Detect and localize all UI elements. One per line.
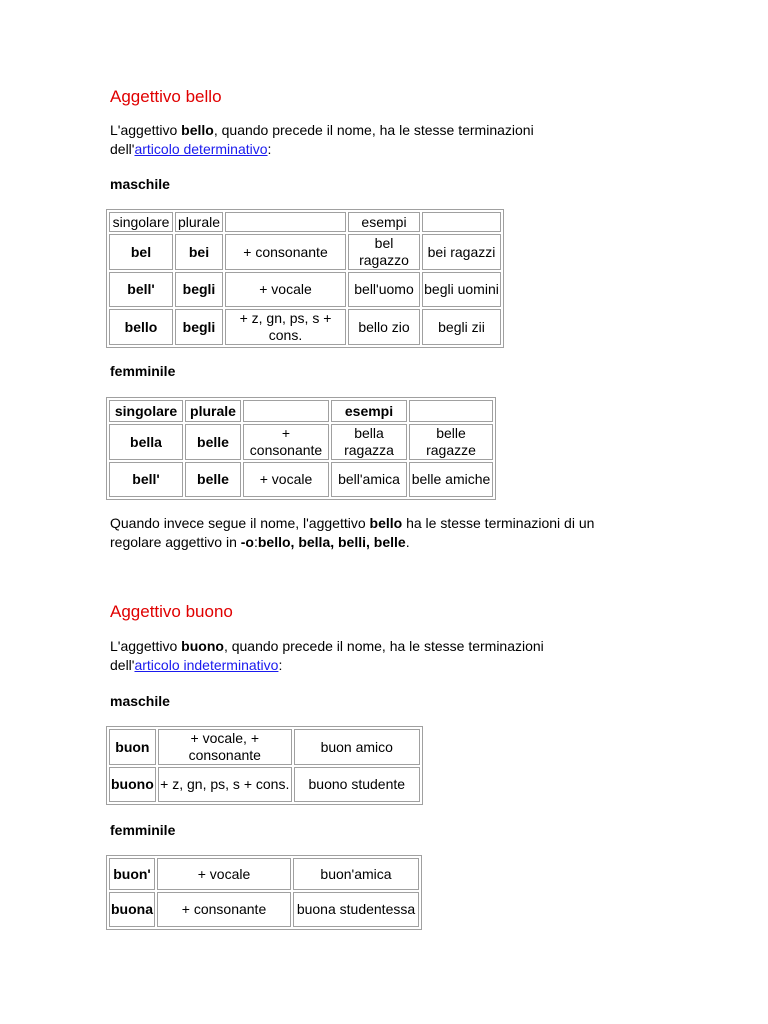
table-cell: bei ragazzi xyxy=(422,234,501,270)
table-cell: begli zii xyxy=(422,309,501,345)
table-cell: buon' xyxy=(109,858,155,890)
table-cell: + vocale xyxy=(157,858,291,890)
intro-text: L'aggettivo xyxy=(110,638,182,654)
outro-text: . xyxy=(405,534,410,550)
bello-maschile-table xyxy=(106,209,504,348)
table-cell: + z, gn, ps, s + cons. xyxy=(158,767,292,802)
table-row xyxy=(109,767,420,802)
table-cell: + consonante xyxy=(157,892,291,927)
intro-text: dell' xyxy=(110,141,135,157)
section-title-bello: Aggettivo bello xyxy=(110,87,222,106)
intro-bold: bello xyxy=(181,122,214,138)
intro-text: , quando precede il nome, ha le stesse terminazioni xyxy=(223,638,544,654)
table-cell: + vocale, + consonante xyxy=(158,729,292,765)
table-row xyxy=(109,424,493,460)
header-cell: plurale xyxy=(185,400,241,422)
table-cell: begli xyxy=(175,309,223,345)
header-cell xyxy=(243,400,329,422)
table-header-row xyxy=(109,400,493,422)
table-cell: belle xyxy=(185,462,241,497)
outro-text: ha le stesse terminazioni di un xyxy=(402,515,595,531)
table-cell: buono studente xyxy=(294,767,420,802)
intro-text: , quando precede il nome, ha le stesse terminazioni xyxy=(213,122,534,138)
table-cell: buon'amica xyxy=(293,858,419,890)
table-cell: buono xyxy=(109,767,156,802)
link-articolo-indeterminativo[interactable]: articolo indeterminativo xyxy=(134,657,279,673)
table-row xyxy=(109,729,420,765)
header-cell: esempi xyxy=(331,400,407,422)
table-cell: begli uomini xyxy=(422,272,501,307)
header-cell: singolare xyxy=(109,400,183,422)
table-cell: bell' xyxy=(109,272,173,307)
header-cell: plurale xyxy=(175,212,223,232)
table-row xyxy=(109,272,501,307)
table-row xyxy=(109,858,419,890)
header-cell xyxy=(422,212,501,232)
table-cell: bell'uomo xyxy=(348,272,420,307)
outro-bold: -o xyxy=(240,534,254,550)
table-cell: buona studentessa xyxy=(293,892,419,927)
table-row xyxy=(109,462,493,497)
table-header-row xyxy=(109,212,501,232)
header-cell xyxy=(225,212,346,232)
table-cell: bella ragazza xyxy=(331,424,407,460)
maschile-label: maschile xyxy=(110,176,170,192)
outro-bold: bello, bella, belli, belle xyxy=(257,534,406,550)
table-cell: + vocale xyxy=(243,462,329,497)
bello-femminile-table xyxy=(106,397,496,500)
bello-intro xyxy=(110,121,670,159)
outro-text: : xyxy=(253,534,258,550)
table-cell: buona xyxy=(109,892,155,927)
table-cell: begli xyxy=(175,272,223,307)
table-cell: + consonante xyxy=(243,424,329,460)
outro-bold: bello xyxy=(369,515,403,531)
femminile-label: femminile xyxy=(110,822,176,838)
table-row xyxy=(109,892,419,927)
intro-bold: buono xyxy=(181,638,224,654)
table-cell: bel xyxy=(109,234,173,270)
table-cell: belle amiche xyxy=(409,462,493,497)
intro-text: : xyxy=(267,141,272,157)
table-row xyxy=(109,234,501,270)
table-cell: buon xyxy=(109,729,156,765)
table-cell: + z, gn, ps, s + cons. xyxy=(225,309,346,345)
outro-text: regolare aggettivo in xyxy=(110,534,241,550)
table-cell: bello zio xyxy=(348,309,420,345)
table-cell: + consonante xyxy=(225,234,346,270)
buono-maschile-table xyxy=(106,726,423,805)
femminile-label: femminile xyxy=(110,363,176,379)
table-cell: bell'amica xyxy=(331,462,407,497)
table-cell: bel ragazzo xyxy=(348,234,420,270)
header-cell xyxy=(409,400,493,422)
table-cell: buon amico xyxy=(294,729,420,765)
table-cell: belle ragazze xyxy=(409,424,493,460)
header-cell: singolare xyxy=(109,212,173,232)
table-cell: + vocale xyxy=(225,272,346,307)
buono-femminile-table xyxy=(106,855,422,930)
intro-text: L'aggettivo xyxy=(110,122,182,138)
bello-outro xyxy=(110,514,670,552)
outro-text: Quando invece segue il nome, l'aggettivo xyxy=(110,515,370,531)
table-cell: bell' xyxy=(109,462,183,497)
table-cell: belle xyxy=(185,424,241,460)
intro-text: dell' xyxy=(110,657,135,673)
buono-intro xyxy=(110,637,670,675)
table-row xyxy=(109,309,501,345)
intro-text: : xyxy=(278,657,283,673)
table-cell: bei xyxy=(175,234,223,270)
maschile-label: maschile xyxy=(110,693,170,709)
link-articolo-determinativo[interactable]: articolo determinativo xyxy=(134,141,268,157)
section-title-buono: Aggettivo buono xyxy=(110,602,233,621)
header-cell: esempi xyxy=(348,212,420,232)
table-cell: bella xyxy=(109,424,183,460)
table-cell: bello xyxy=(109,309,173,345)
